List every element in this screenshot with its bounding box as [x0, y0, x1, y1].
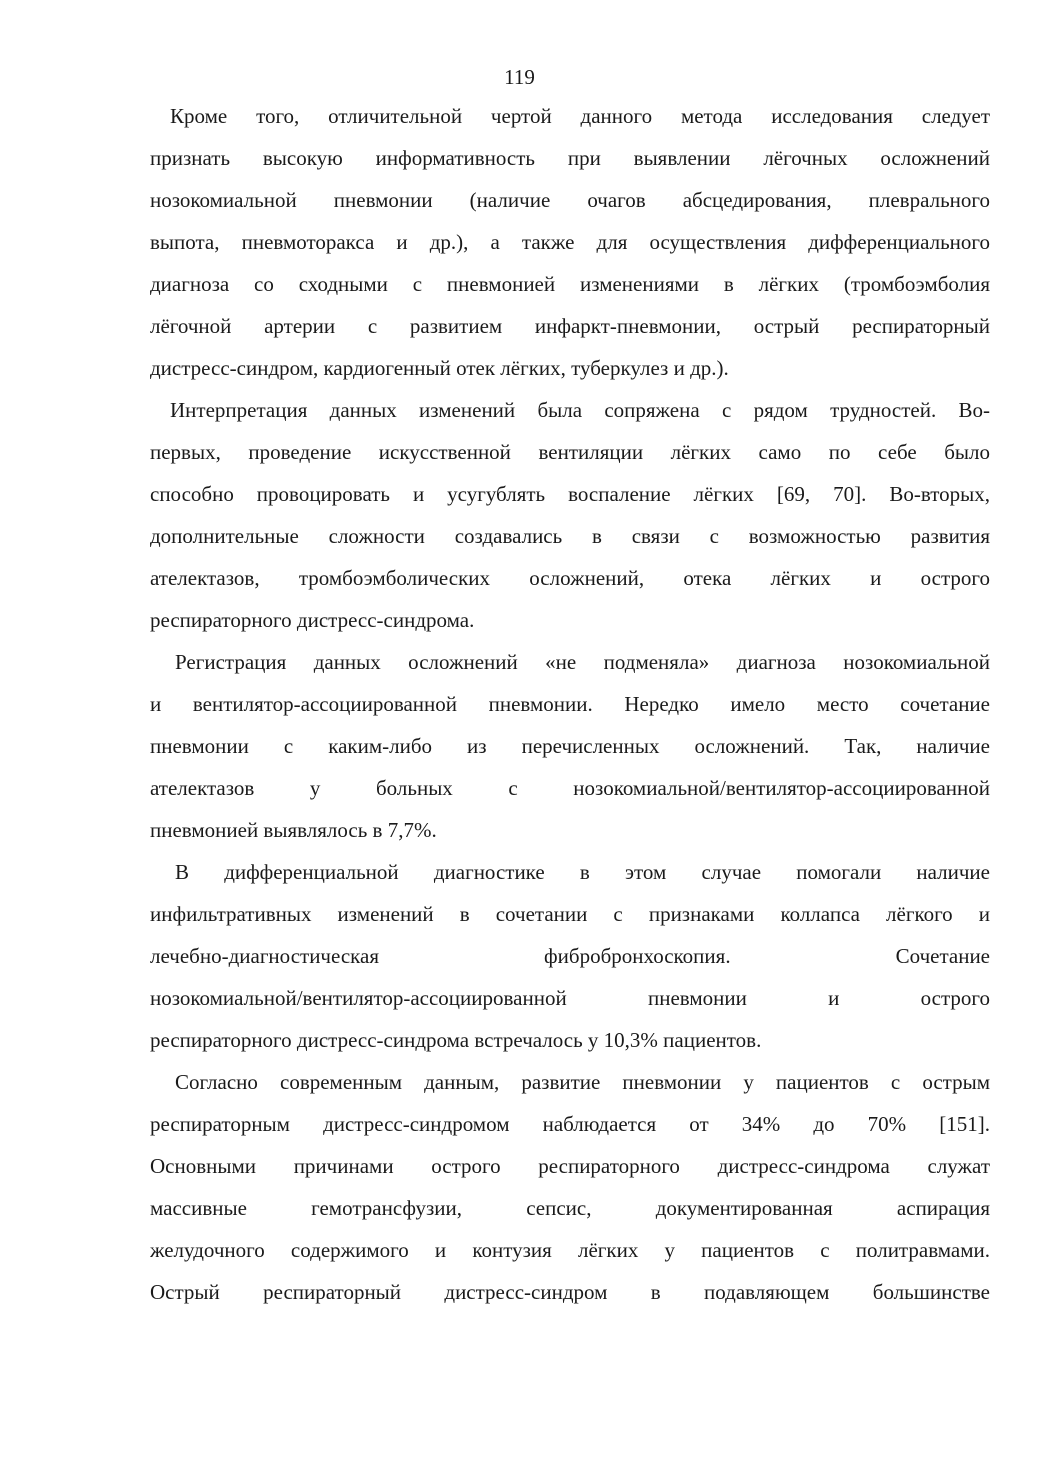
text-line: Регистрация данных осложнений «не подменяла» диагноза нозокомиальной: [175, 650, 990, 674]
page-number: 119: [504, 65, 535, 89]
text-line: лёгочной артерии с развитием инфаркт-пневмонии, острый респираторный: [150, 314, 990, 338]
text-line: дистресс-синдром, кардиогенный отек лёгких, туберкулез и др.).: [150, 356, 729, 380]
text-line: Основными причинами острого респираторного дистресс-синдрома служат: [150, 1154, 990, 1178]
text-line: респираторного дистресс-синдрома встречалось у 10,3% пациентов.: [150, 1028, 762, 1052]
text-line: дополнительные сложности создавались в связи с возможностью развития: [150, 524, 990, 548]
text-line: лечебно-диагностическая фибробронхоскопия. Сочетание: [150, 944, 990, 968]
text-line: инфильтративных изменений в сочетании с признаками коллапса лёгкого и: [150, 902, 990, 926]
text-line: нозокомиальной/вентилятор-ассоциированной пневмонии и острого: [150, 986, 990, 1010]
text-line: ателектазов, тромбоэмболических осложнений, отека лёгких и острого: [150, 566, 990, 590]
document-body: [150, 95, 990, 1313]
text-line: Острый респираторный дистресс-синдром в подавляющем большинстве: [150, 1280, 990, 1304]
text-line: первых, проведение искусственной вентиляции лёгких само по себе было: [150, 440, 990, 464]
text-line: респираторного дистресс-синдрома.: [150, 608, 475, 632]
text-line: Интерпретация данных изменений была сопряжена с рядом трудностей. Во-: [170, 398, 990, 422]
text-line: пневмонии с каким-либо из перечисленных осложнений. Так, наличие: [150, 734, 990, 758]
text-line: В дифференциальной диагностике в этом случае помогали наличие: [175, 860, 990, 884]
text-line: выпота, пневмоторакса и др.), а также для осуществления дифференциального: [150, 230, 990, 254]
text-line: способно провоцировать и усугублять воспаление лёгких [69, 70]. Во-вторых,: [150, 482, 990, 506]
text-line: диагноза со сходными с пневмонией изменениями в лёгких (тромбоэмболия: [150, 272, 990, 296]
text-line: Согласно современным данным, развитие пневмонии у пациентов с острым: [175, 1070, 990, 1094]
text-line: Кроме того, отличительной чертой данного метода исследования следует: [170, 104, 990, 128]
text-line: ателектазов у больных с нозокомиальной/вентилятор-ассоциированной: [150, 776, 990, 800]
text-line: массивные гемотрансфузии, сепсис, документированная аспирация: [150, 1196, 990, 1220]
text-line: признать высокую информативность при выявлении лёгочных осложнений: [150, 146, 990, 170]
text-line: пневмонией выявлялось в 7,7%.: [150, 818, 437, 842]
text-line: нозокомиальной пневмонии (наличие очагов абсцедирования, плеврального: [150, 188, 990, 212]
text-line: и вентилятор-ассоциированной пневмонии. Нередко имело место сочетание: [150, 692, 990, 716]
text-line: желудочного содержимого и контузия лёгких у пациентов с политравмами.: [150, 1238, 990, 1262]
text-line: респираторным дистресс-синдромом наблюдается от 34% до 70% [151].: [150, 1112, 990, 1136]
